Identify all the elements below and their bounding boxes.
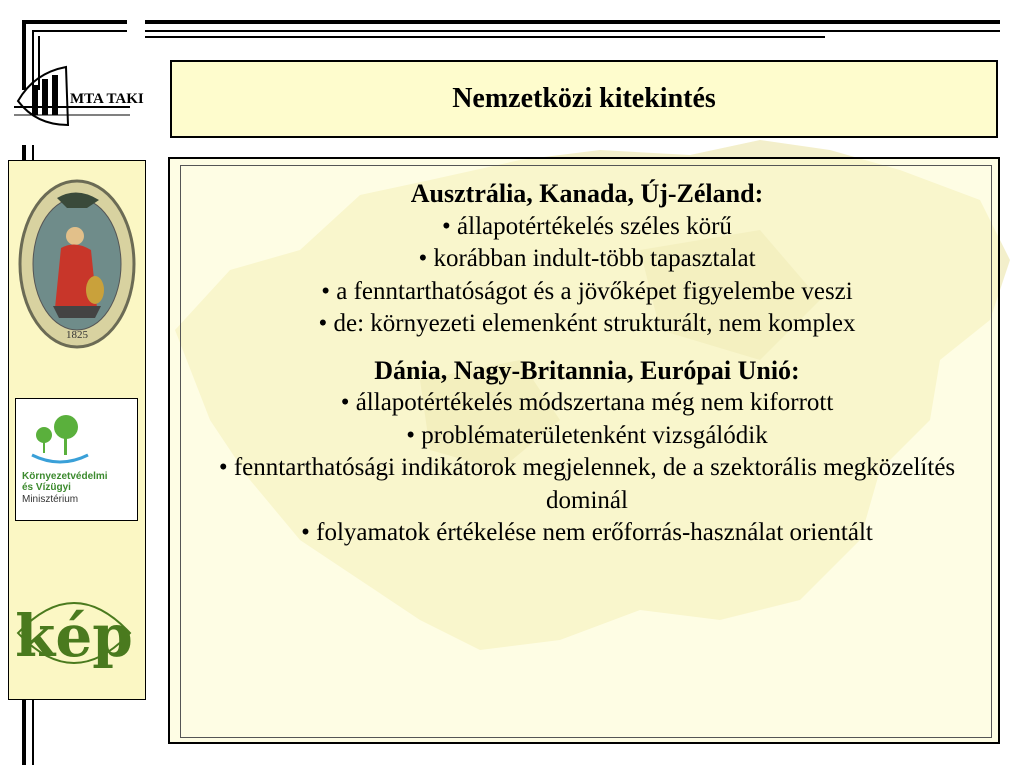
- mta-taki-logo: [14, 55, 144, 133]
- bullet-item: • korábban indult-több tapasztalat: [418, 245, 756, 272]
- section-australia-canada-nz: [182, 178, 992, 341]
- bullet-item: • problématerületenként vizsgálódik: [406, 421, 768, 449]
- ministry-logo-box: [15, 398, 138, 521]
- ministry-name-line2: és Vízügyi: [22, 482, 71, 493]
- frame-line-top-left-h2: [32, 30, 127, 32]
- ministry-name-label: [22, 471, 108, 493]
- bullet-item: • állapotértékelés széles körű: [442, 212, 732, 240]
- ministry-name-line3: Minisztérium: [22, 494, 79, 505]
- seal-year: 1825: [66, 329, 88, 341]
- section-heading: Ausztrália, Kanada, Új-Zéland:: [410, 179, 764, 208]
- kep-logo: [14, 578, 134, 688]
- slide-title: Nemzetközi kitekintés: [452, 83, 716, 114]
- bullet-item: • fenntarthatósági indikátorok megjelennek, de a szektorális megközelítés dominál: [218, 454, 956, 514]
- slide-title-box: [170, 60, 998, 138]
- kep-logo-text: kép: [15, 602, 133, 670]
- ministry-name-line1: Környezetvédelmi: [22, 471, 108, 482]
- ministry-tree-icon: [30, 411, 90, 469]
- bullet-item: • a fenntarthatóságot és a jövőképet figyelembe veszi: [321, 277, 853, 305]
- mta-taki-logo-text: MTA TAKI: [70, 91, 144, 107]
- section-heading: Dánia, Nagy-Britannia, Európai Unió:: [374, 355, 800, 385]
- bullet-item: • állapotértékelés módszertana még nem kiforrott: [340, 389, 834, 416]
- bullet-item: • folyamatok értékelése nem erőforrás-használat orientált: [301, 519, 873, 546]
- bullet-item: • de: környezeti elemenként strukturált, nem komplex: [318, 310, 856, 337]
- frame-line-top-thin2: [145, 36, 825, 38]
- content-text: [182, 178, 992, 738]
- frame-line-top-left-h: [22, 20, 127, 24]
- frame-line-top-thin: [145, 30, 1000, 32]
- section-denmark-uk-eu: [182, 355, 992, 550]
- academy-seal-logo: [17, 178, 137, 350]
- frame-line-top-thick: [145, 20, 1000, 24]
